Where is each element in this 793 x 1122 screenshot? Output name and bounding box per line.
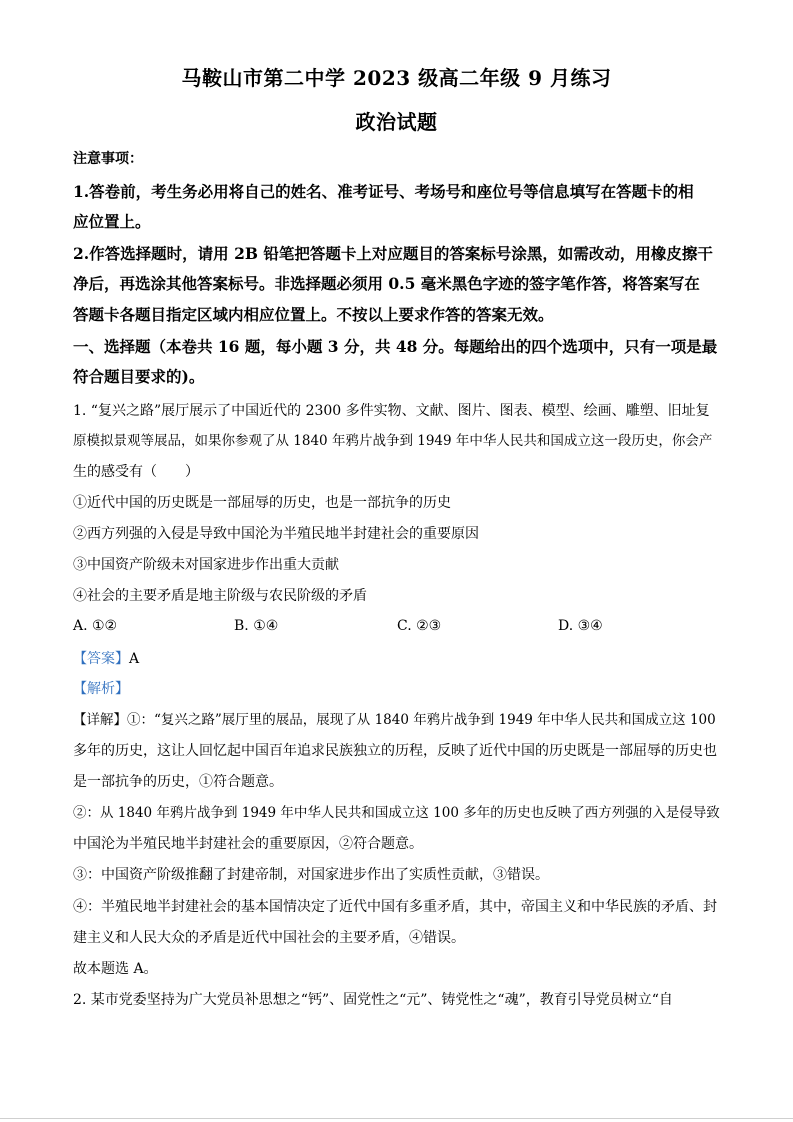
detail-line: 建主义和人民大众的矛盾是近代中国社会的主要矛盾，④错误。 bbox=[73, 930, 465, 946]
detail-line: 中国沦为半殖民地半封建社会的重要原因，②符合题意。 bbox=[73, 836, 423, 852]
notice-line: 2.作答选择题时，请用 2B 铅笔把答题卡上对应题目的答案标号涂黑，如需改动，用橡皮擦干 bbox=[73, 244, 713, 263]
detail-line: ③：中国资产阶级推翻了封建帝制，对国家进步作出了实质性贡献，③错误。 bbox=[73, 867, 549, 883]
statement-3: ③中国资产阶级未对国家进步作出重大贡献 bbox=[73, 557, 339, 573]
section-heading: 一、选择题（本卷共 16 题，每小题 3 分，共 48 分。每题给出的四个选项中，只有一项是最 bbox=[73, 337, 718, 356]
section-heading: 符合题目要求的)。 bbox=[73, 367, 205, 386]
answer-value: A bbox=[129, 651, 140, 667]
detail-line: 是一部抗争的历史，①符合题意。 bbox=[73, 774, 283, 790]
question-stem: 1. “复兴之路”展厅展示了中国近代的 2300 多件实物、文献、图片、图表、模型、绘画、雕塑、旧址复 bbox=[73, 403, 710, 419]
detail-line: ④：半殖民地半封建社会的基本国情决定了近代中国有多重矛盾，其中，帝国主义和中华民族的矛盾、封 bbox=[73, 899, 717, 915]
answer-tag: 【答案】 bbox=[73, 651, 129, 667]
notice-label: 注意事项： bbox=[73, 151, 143, 167]
answer-line bbox=[73, 650, 139, 668]
page-bottom-rule bbox=[0, 1118, 793, 1119]
statement-2: ②西方列强的入侵是导致中国沦为半殖民地半封建社会的重要原因 bbox=[73, 526, 479, 542]
notice-line: 1.答卷前，考生务必用将自己的姓名、准考证号、考场号和座位号等信息填写在答题卡的相 bbox=[73, 182, 694, 201]
question-stem: 2. 某市党委坚持为广大党员补思想之“钙”、固党性之“元”、铸党性之“魂”，教育引导党员树立“自 bbox=[73, 992, 673, 1008]
detail-line: ②：从 1840 年鸦片战争到 1949 年中华人民共和国成立这 100 多年的历史也反映了西方列强的入是侵导致 bbox=[73, 805, 720, 821]
statement-1: ①近代中国的历史既是一部屈辱的历史，也是一部抗争的历史 bbox=[73, 495, 451, 511]
notice-line: 净后，再选涂其他答案标号。非选择题必须用 0.5 毫米黑色字迹的签字笔作答，将答案写在 bbox=[73, 274, 700, 293]
analysis-tag: 【解析】 bbox=[73, 681, 129, 697]
detail-line: 多年的历史，这让人回忆起中国百年追求民族独立的历程，反映了近代中国的历史既是一部屈辱的历史也 bbox=[73, 743, 717, 759]
detail-line: 【详解】①：“复兴之路”展厅里的展品，展现了从 1840 年鸦片战争到 1949 年中华人民共和国成立这 100 bbox=[73, 712, 716, 728]
page-title: 马鞍山市第二中学 2023 级高二年级 9 月练习 bbox=[181, 66, 612, 90]
question-stem: 生的感受有（ ） bbox=[73, 464, 199, 480]
question-stem: 原模拟景观等展品，如果你参观了从 1840 年鸦片战争到 1949 年中华人民共和国成立这一段历史，你会产 bbox=[73, 433, 713, 449]
notice-line: 应位置上。 bbox=[73, 212, 151, 231]
detail-line: 故本题选 A。 bbox=[73, 961, 158, 977]
option-d: D. ③④ bbox=[558, 618, 603, 634]
analysis-line bbox=[73, 680, 129, 698]
notice-line: 答题卡各题目指定区域内相应位置上。不按以上要求作答的答案无效。 bbox=[73, 305, 554, 324]
option-b: B. ①④ bbox=[234, 618, 279, 634]
statement-4: ④社会的主要矛盾是地主阶级与农民阶级的矛盾 bbox=[73, 588, 367, 604]
option-c: C. ②③ bbox=[397, 618, 442, 634]
option-a: A. ①② bbox=[73, 618, 118, 634]
page-subtitle: 政治试题 bbox=[355, 110, 438, 134]
